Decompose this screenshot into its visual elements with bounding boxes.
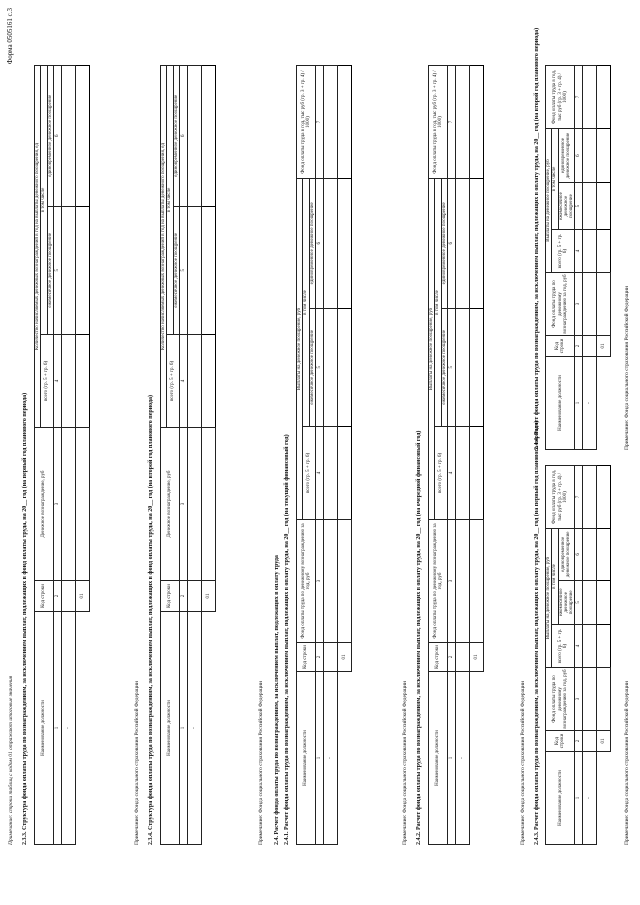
note-234: Примечание: Фонда социального страхования Российской Федерации (258, 681, 264, 845)
colnum: 5 (575, 183, 583, 230)
hdr-total: всего (гр. 5 + гр. 6) (552, 230, 575, 273)
colnum: 4 (179, 335, 187, 428)
hdr-fund: Фонд оплаты труда по денежному вознаграждению за год, руб (546, 668, 575, 731)
colnum: 7 (447, 66, 455, 179)
hdr-c7: Фонд оплаты труда в год, тыс руб (гр. 3 + гр. 4) / 1000) (429, 66, 448, 179)
row-dash: - (187, 612, 201, 845)
hdr-c6: единовременное денежное поощрение (441, 179, 447, 309)
colnum: 5 (447, 308, 455, 426)
hdr-position: Наименование должности (161, 612, 180, 845)
hdr-incl: в том числе (167, 66, 173, 335)
hdr-code: Код строки (546, 731, 575, 752)
hdr-total: всего (гр. 5 + гр. 6) (435, 427, 448, 520)
hdr-c5: ежемесячное денежное поощрение (558, 183, 575, 230)
hdr-qty-group: Количество начисляемых денежных вознаграждений в год на выплаты денежного поощрения, ед (161, 66, 167, 428)
hdr-position: Наименование должности (546, 357, 575, 450)
hdr-code: Код строки (35, 581, 54, 612)
hdr-c6: единовременное денежное поощрение (558, 529, 575, 581)
hdr-c5: ежемесячное денежное поощрение (441, 308, 447, 426)
colnum: 2 (575, 731, 583, 752)
colnum: 7 (315, 66, 323, 179)
hdr-code: Код строки (161, 581, 180, 612)
hdr-code: Код строки (429, 643, 448, 672)
form-id: Форма 0505161 с.3 (6, 8, 14, 65)
colnum: 2 (179, 581, 187, 612)
row-dash: - (583, 357, 597, 450)
total-code: 01 (469, 643, 483, 672)
colnum: 2 (53, 581, 61, 612)
table-242 (428, 65, 484, 845)
colnum: 7 (575, 66, 583, 129)
colnum: 1 (575, 357, 583, 450)
row-dash: - (455, 672, 469, 845)
total-code: 01 (337, 643, 351, 672)
hdr-c6: единовременное денежное поощрение (558, 129, 575, 183)
total-code: 01 (201, 581, 215, 612)
colnum: 1 (53, 612, 61, 845)
colnum: 6 (447, 179, 455, 309)
hdr-fund: Фонд оплаты труда по денежному вознаграждению за год, руб (429, 520, 448, 643)
hdr-c7: Фонд оплаты труда в год, тыс руб (гр. 3 + гр. 4) / 1000) (546, 466, 575, 529)
colnum: 5 (575, 580, 583, 624)
colnum: 5 (53, 206, 61, 334)
colnum: 3 (447, 520, 455, 643)
section-title-234: 2.3.4. Структура фонда оплаты труда по вознаграждениям, за исключением выплат, подлежащих в фонд оплаты труда, на 20__ год (на второй год планового периода) (148, 394, 154, 845)
hdr-c5: ежемесячное денежное поощрение (558, 580, 575, 624)
hdr-position: Наименование должности (429, 672, 448, 845)
hdr-c6: единовременное денежное поощрение (309, 179, 315, 309)
hdr-position: Наименование должности (35, 612, 54, 845)
hdr-qty-group: Количество начисляемых денежных вознаграждений в год на выплаты денежного поощрения, ед (35, 66, 41, 428)
colnum: 3 (53, 428, 61, 581)
total-code: 01 (597, 336, 611, 357)
section-title-244: 2.4.4. Расчет фонда оплаты труда по вознаграждениям, за исключением выплат, подлежащих в оплату труда, на 20__ год (на второй год планового периода) (534, 27, 540, 450)
hdr-position: Наименование должности (297, 672, 316, 845)
colnum: 2 (315, 643, 323, 672)
hdr-c6: единовременное денежное поощрение (173, 66, 179, 207)
hdr-total: всего (гр. 5 + гр. 6) (41, 335, 54, 428)
hdr-position: Наименование должности (546, 752, 575, 845)
hdr-amount: Денежное вознаграждение, руб (161, 428, 180, 581)
hdr-c5: ежемесячное денежное поощрение (309, 308, 315, 426)
hdr-incl: в том числе (41, 66, 47, 335)
section-title-233: 2.3.3. Структура фонда оплаты труда по вознаграждениям, за исключением выплат, подлежащих в фонд оплаты труда, на 20__ год (на первый год планового периода) (22, 392, 28, 845)
colnum: 4 (575, 230, 583, 273)
table-233 (34, 65, 90, 845)
hdr-c5: ежемесячное денежное поощрение (47, 206, 53, 334)
colnum: 6 (179, 66, 187, 207)
total-code: 01 (597, 731, 611, 752)
hdr-c6: единовременное денежное поощрение (47, 66, 53, 207)
hdr-total: всего (гр. 5 + гр. 6) (167, 335, 180, 428)
colnum: 6 (315, 179, 323, 309)
hdr-total: всего (гр. 5 + гр. 6) (552, 625, 575, 668)
hdr-c7: Фонд оплаты труда в год, тыс руб (гр. 3 + гр. 4) / 1000) (297, 66, 316, 179)
section-title-24: 2.4. Расчет фонда оплаты труда по вознаграждениям, за исключением выплат, подлежащих в оплату труда (274, 555, 280, 845)
hdr-pay-group: Выплаты на денежное поощрение, руб (297, 179, 303, 520)
hdr-fund: Фонд оплаты труда по денежному вознаграждению за год, руб (546, 273, 575, 336)
colnum: 4 (575, 625, 583, 668)
colnum: 6 (575, 129, 583, 183)
section-title-241: 2.4.1. Расчет фонда оплаты труда по вознаграждениям, за исключением выплат, подлежащих в оплату труда, на 20__ год (на текущий финансовый год) (284, 434, 290, 845)
colnum: 3 (315, 520, 323, 643)
section-title-243: 2.4.3. Расчет фонда оплаты труда по вознаграждениям, за исключением выплат, подлежащих в оплату труда, на 20__ год (на первый год планового периода) (534, 420, 540, 845)
colnum: 3 (575, 668, 583, 731)
row-dash: - (323, 672, 337, 845)
table-244 (545, 65, 611, 450)
colnum: 3 (179, 428, 187, 581)
hdr-incl: в том числе (552, 129, 558, 230)
hdr-code: Код строки (546, 336, 575, 357)
note-242: Примечание: Фонда социального страхования Российской Федерации (520, 681, 526, 845)
colnum: 4 (315, 427, 323, 520)
table-243 (545, 465, 611, 845)
colnum: 6 (575, 529, 583, 581)
colnum: 1 (179, 612, 187, 845)
hdr-total: всего (гр. 5 + гр. 6) (303, 427, 316, 520)
section-title-242: 2.4.2. Расчет фонда оплаты труда по вознаграждениям, за исключением выплат, подлежащих в оплату труда, на 20__ год (на очередной финансовый год) (416, 430, 422, 845)
hdr-pay-group: Выплаты на денежное поощрение, руб (429, 179, 435, 520)
hdr-pay-group: Выплаты на денежное поощрение, руб (546, 529, 552, 668)
colnum: 1 (315, 672, 323, 845)
total-code: 01 (75, 581, 89, 612)
note-244: Примечание: Фонда социального страхования Российской Федерации (624, 286, 630, 450)
row-dash: - (583, 752, 597, 845)
hdr-code: Код строки (297, 643, 316, 672)
colnum: 6 (53, 66, 61, 207)
colnum: 4 (53, 335, 61, 428)
hdr-incl: в том числе (552, 529, 558, 625)
colnum: 5 (179, 206, 187, 334)
table-234 (160, 65, 216, 845)
hdr-pay-group: Выплаты на денежное поощрение, руб (546, 129, 552, 273)
colnum: 1 (447, 672, 455, 845)
hdr-incl: в том числе (303, 179, 309, 427)
colnum: 2 (575, 336, 583, 357)
hdr-amount: Денежное вознаграждение, руб (35, 428, 54, 581)
hdr-incl: в том числе (435, 179, 441, 427)
hdr-c5: ежемесячное денежное поощрение (173, 206, 179, 334)
note-241: Примечание: Фонда социального страхования Российской Федерации (402, 681, 408, 845)
hdr-fund: Фонд оплаты труда по денежному вознаграждению за год, руб (297, 520, 316, 643)
colnum: 1 (575, 752, 583, 845)
note-233: Примечание: Фонда социального страхования Российской Федерации (134, 681, 140, 845)
row-dash: - (61, 612, 75, 845)
doc-note: Примечание: строки таблиц с кодом 01 отражают итоговые значения (8, 675, 14, 845)
colnum: 4 (447, 427, 455, 520)
colnum: 5 (315, 308, 323, 426)
colnum: 7 (575, 466, 583, 529)
table-241 (296, 65, 352, 845)
colnum: 3 (575, 273, 583, 336)
note-243: Примечание: Фонда социального страхования Российской Федерации (624, 681, 630, 845)
colnum: 2 (447, 643, 455, 672)
hdr-c7: Фонд оплаты труда в год, тыс руб (гр. 3 + гр. 4) / 1000) (546, 66, 575, 129)
